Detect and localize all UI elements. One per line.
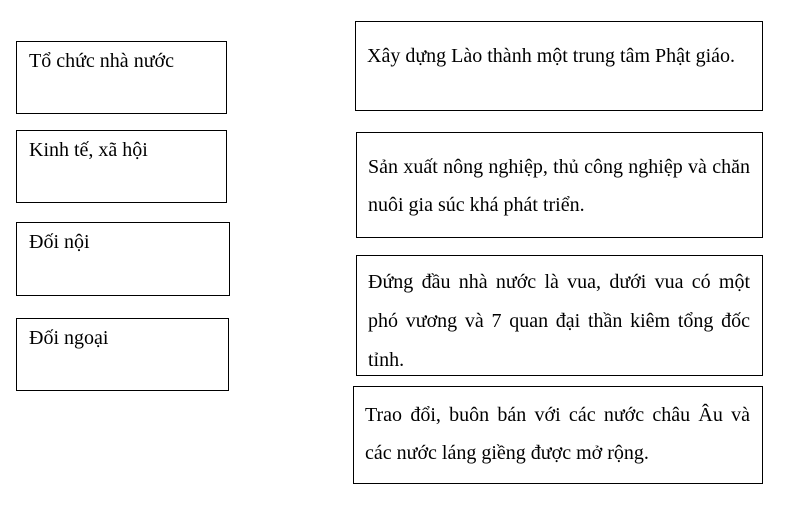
left-box-label: Kinh tế, xã hội [29, 139, 148, 161]
left-box-doi-ngoai[interactable] [16, 318, 229, 391]
right-box-kinh-te[interactable] [356, 132, 763, 238]
left-box-doi-noi[interactable] [16, 222, 230, 296]
right-box-text: Trao đổi, buôn bán với các nước châu Âu và các nước láng giềng được mở rộng. [365, 404, 750, 464]
right-box-phat-giao[interactable] [355, 21, 763, 111]
right-box-text: Đứng đầu nhà nước là vua, dưới vua có một phó vương và 7 quan đại thần kiêm tổng đốc tỉnh. [368, 271, 750, 371]
left-box-label: Tổ chức nhà nước [29, 50, 174, 72]
left-box-kinh-te-xa-hoi[interactable] [16, 130, 227, 203]
right-box-to-chuc[interactable] [356, 255, 763, 376]
right-box-doi-ngoai[interactable] [353, 386, 763, 484]
left-box-label: Đối nội [29, 231, 90, 253]
right-box-text: Sản xuất nông nghiệp, thủ công nghiệp và chăn nuôi gia súc khá phát triển. [368, 156, 750, 216]
right-box-text: Xây dựng Lào thành một trung tâm Phật giáo. [367, 45, 735, 67]
left-box-to-chuc-nha-nuoc[interactable] [16, 41, 227, 114]
left-box-label: Đối ngoại [29, 327, 109, 349]
